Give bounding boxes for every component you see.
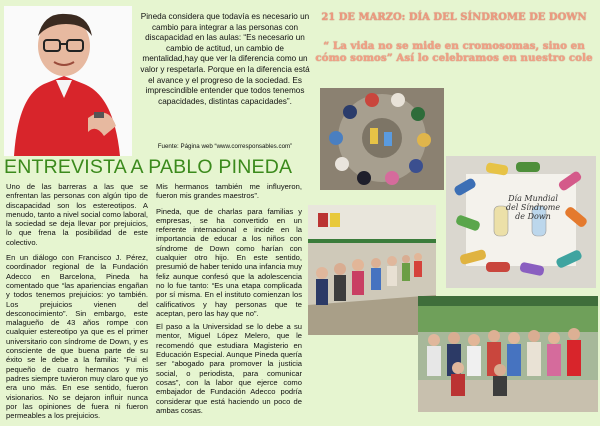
poster-caption xyxy=(498,194,568,221)
photo-corridor-line xyxy=(308,205,436,335)
poster-line: Día Mundial xyxy=(508,194,558,203)
paragraph: Uno de las barreras a las que se enfrentan las personas con algún tipo de discapacidad son los estereotipos. A menudo, tanto a nivel social como laboral, la sociedad se deja llevar por prejuicios, lo que frena la posibilidad de este colectivo. xyxy=(6,182,148,247)
event-title: 21 DE MARZO: DÍA DEL SÍNDROME DE DOWN xyxy=(321,12,587,23)
paragraph: Pineda, que de charlas para familias y empresas, se ha convertido en un referente internacional e incide en la importancia de educar a los niños con síndrome de Down como harían con cualquier otro hijo. En este sentido, presumió de haber tenido una infancia muy feliz aunque confesó que la adolescencia no lo fue tanto: “Es una etapa complicada por sí misma. En el instituto comienzan los calificativos y hay personas que te aceptan, pero las hay que no”. xyxy=(156,206,302,318)
poster-line: de Down xyxy=(515,212,551,221)
event-motto: “ La vida no se mide en cromosomas, sino en cómo somos” Así lo celebramos en nuestro cole xyxy=(315,40,593,64)
photo-socks-poster xyxy=(446,156,596,288)
photo-circle-socks xyxy=(320,88,444,190)
paragraph: El paso a la Universidad se lo debe a su mentor, Miguel López Melero, que le recomendó que estudiara Magisterio en Educación Especial. Aunque Pineda quería ser “abogado para promover la justicia social, o periodista, para comunicar cosas”, con la labor que ejerce como embajador de Fundación Adecco podría considerar que está haciendo un poco de ambas cosas. xyxy=(156,322,302,415)
article-column-2 xyxy=(156,182,302,421)
quote-text: Pineda considera que todavía es necesario un cambio para integrar a las personas con discapacidad en las aulas: “Es necesario un cambio de actitud, un cambio de mentalidad,hay que ver la diferencia como un valor y respetarla. Porque en la diferencia está el avance y el progreso de la sociedad. Es imprescindible entender que todos tenemos capacidades, distintas capacidades”. xyxy=(140,12,310,106)
poster-line: del Síndrome xyxy=(505,203,561,212)
article-headline: ENTREVISTA A PABLO PINEDA xyxy=(4,156,293,178)
quote-source: Fuente: Página web “www.corresponsables.com” xyxy=(157,143,293,150)
article-column-1 xyxy=(6,182,148,426)
photo-group-schoolyard xyxy=(418,296,598,412)
paragraph: Mis hermanos también me influyeron, fueron mis grandes maestros”. xyxy=(156,182,302,201)
portrait-photo xyxy=(4,6,132,156)
paragraph: En un diálogo con Francisco J. Pérez, coordinador regional de la Fundación Adecco en Barcelona, Pineda ha comentado que “las apariencias engañan y todos tenemos prejuicios: yo también. Los prejuicios vienen del desconocimiento”. Sin embargo, este malagueño de 43 años rompe con cualquier estereotipo ya que es el primer universitario con síndrome de Down, y es consciente de que buena parte de su éxito se le debe a la familia: “Fui el pequeño de cuatro hermanos y mis padres siempre tuvieron muy claro que yo era uno más. En ese sentido, fueron visionarios. No se dejaron influir nunca por las opiniones de fuera ni fueron permeables a los prejuicios. xyxy=(6,253,148,421)
